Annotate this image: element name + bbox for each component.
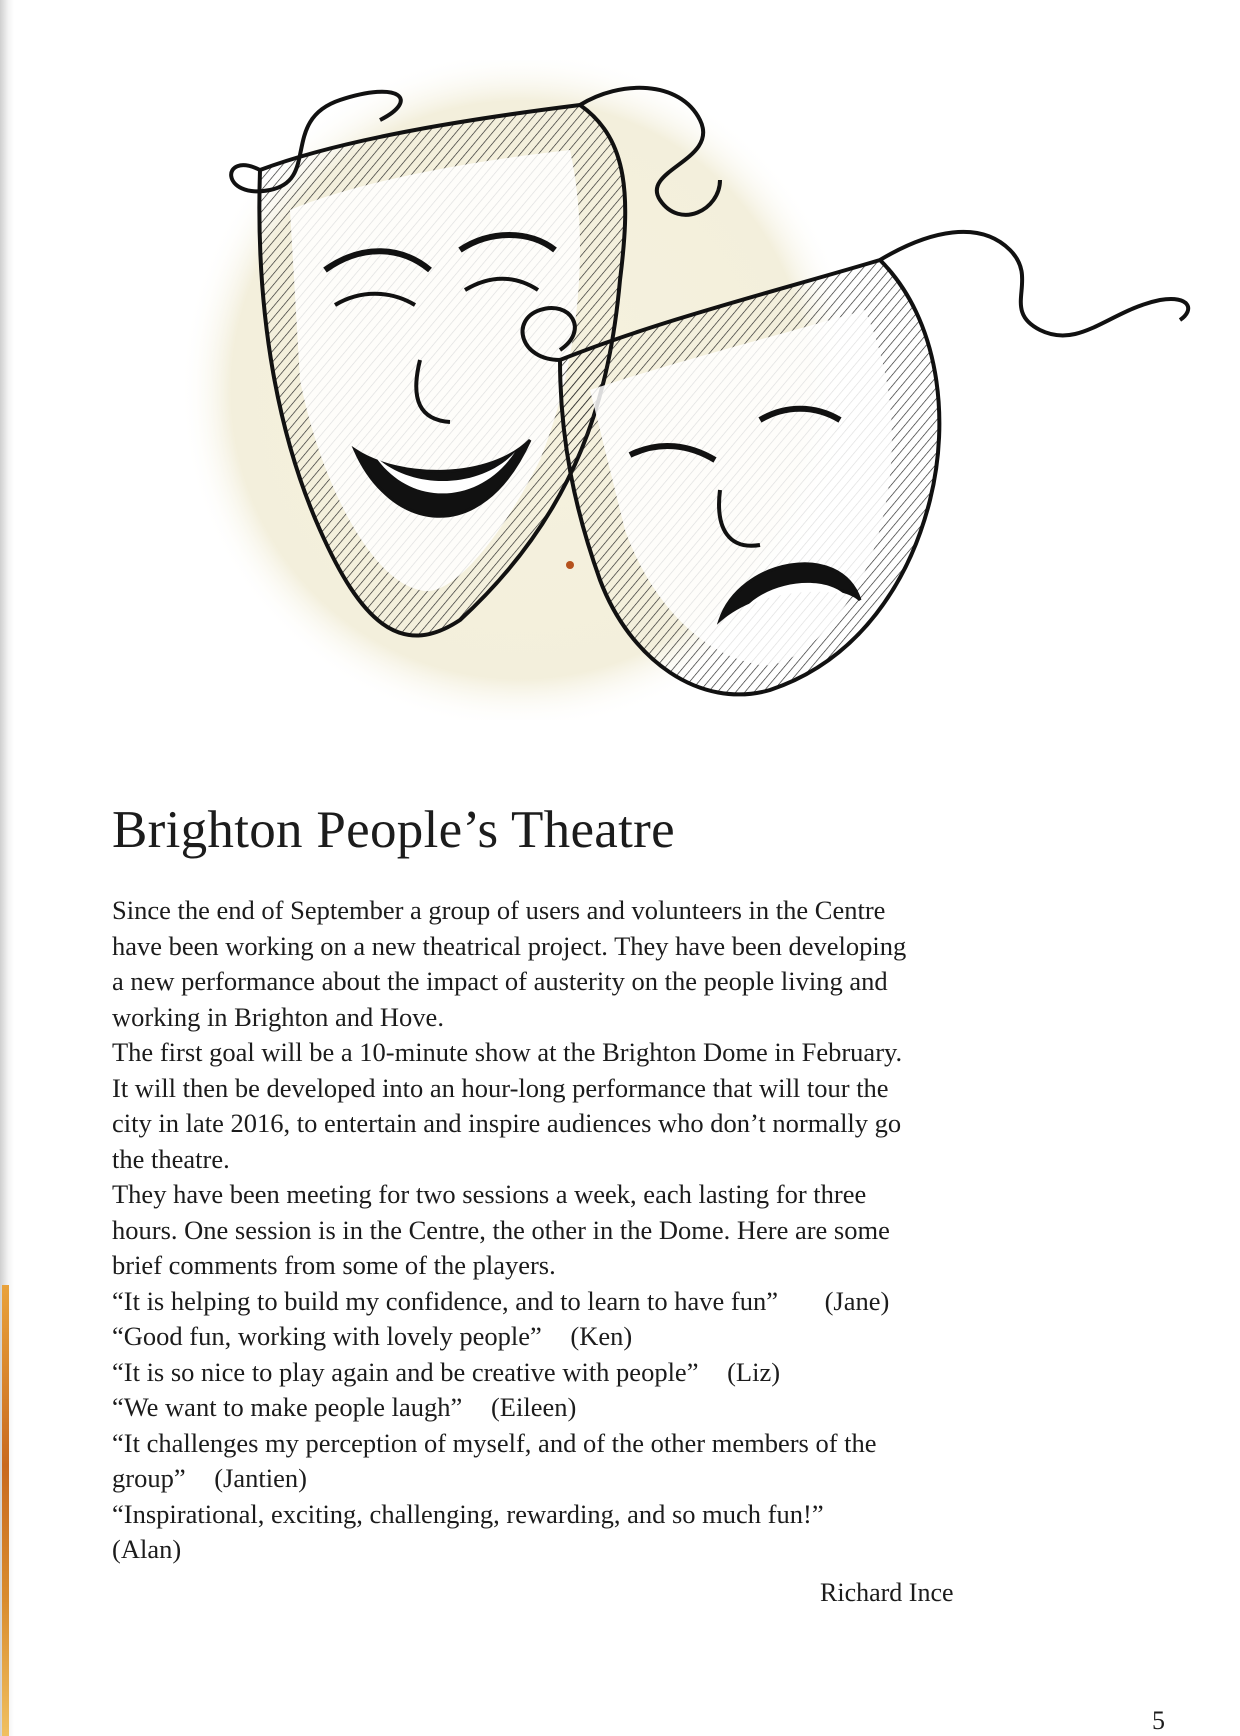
- body-line: It will then be developed into an hour-long performance that will tour the: [112, 1072, 889, 1103]
- quote-attribution: (Eileen): [490, 1392, 577, 1422]
- quote-text: “Good fun, working with lovely people”: [112, 1321, 542, 1351]
- body-line: hours. One session is in the Centre, the other in the Dome. Here are some: [112, 1214, 890, 1245]
- article-body: [112, 893, 1012, 1568]
- quote-alan: [112, 1497, 1012, 1533]
- body-line: brief comments from some of the players.: [112, 1250, 556, 1280]
- body-line: The first goal will be a 10-minute show at the Brighton Dome in February.: [112, 1037, 903, 1067]
- body-line: a new performance about the impact of austerity on the people living and: [112, 966, 888, 996]
- quote-text: “It is so nice to play again and be creative with people”: [112, 1356, 699, 1387]
- page-title: Brighton People’s Theatre: [112, 801, 675, 859]
- body-line: city in late 2016, to entertain and inspire audiences who don’t normally go: [112, 1108, 902, 1138]
- quote-text: “It is helping to build my confidence, and to learn to have fun”: [112, 1285, 778, 1316]
- body-line: the theatre.: [112, 1143, 230, 1174]
- author-signature: Richard Ince: [820, 1578, 954, 1607]
- body-line: have been working on a new theatrical project. They have been developing: [112, 930, 907, 961]
- quote-attribution: (Alan): [112, 1534, 182, 1564]
- quote-text: group”: [112, 1463, 186, 1493]
- quote-eileen: [112, 1390, 1012, 1426]
- quote-jantien: [112, 1426, 1012, 1462]
- body-line: working in Brighton and Hove.: [112, 1001, 444, 1032]
- quote-text: “We want to make people laugh”: [112, 1392, 463, 1422]
- quote-attribution: (Jantien): [214, 1463, 307, 1493]
- quote-jane: [112, 1284, 1012, 1320]
- quote-alan-attribution: [112, 1532, 1012, 1568]
- quote-text: “Inspirational, exciting, challenging, rewarding, and so much fun!”: [112, 1498, 824, 1529]
- theatre-masks-illustration: [160, 60, 1200, 720]
- quote-liz: [112, 1355, 1012, 1391]
- body-line: Since the end of September a group of users and volunteers in the Centre: [112, 895, 886, 925]
- quote-attribution: (Jane): [824, 1285, 890, 1316]
- quote-jantien-cont: [112, 1461, 1012, 1497]
- cover-edge-strip: [2, 1285, 9, 1736]
- page-left-edge: [0, 0, 14, 1736]
- quote-attribution: (Ken): [570, 1321, 633, 1351]
- page-number: 5: [1152, 1706, 1165, 1735]
- quote-attribution: (Liz): [727, 1356, 781, 1387]
- quote-ken: [112, 1319, 1012, 1355]
- quote-text: “It challenges my perception of myself, and of the other members of the: [112, 1427, 877, 1458]
- body-line: They have been meeting for two sessions a week, each lasting for three: [112, 1179, 867, 1209]
- ink-dot: [566, 561, 574, 569]
